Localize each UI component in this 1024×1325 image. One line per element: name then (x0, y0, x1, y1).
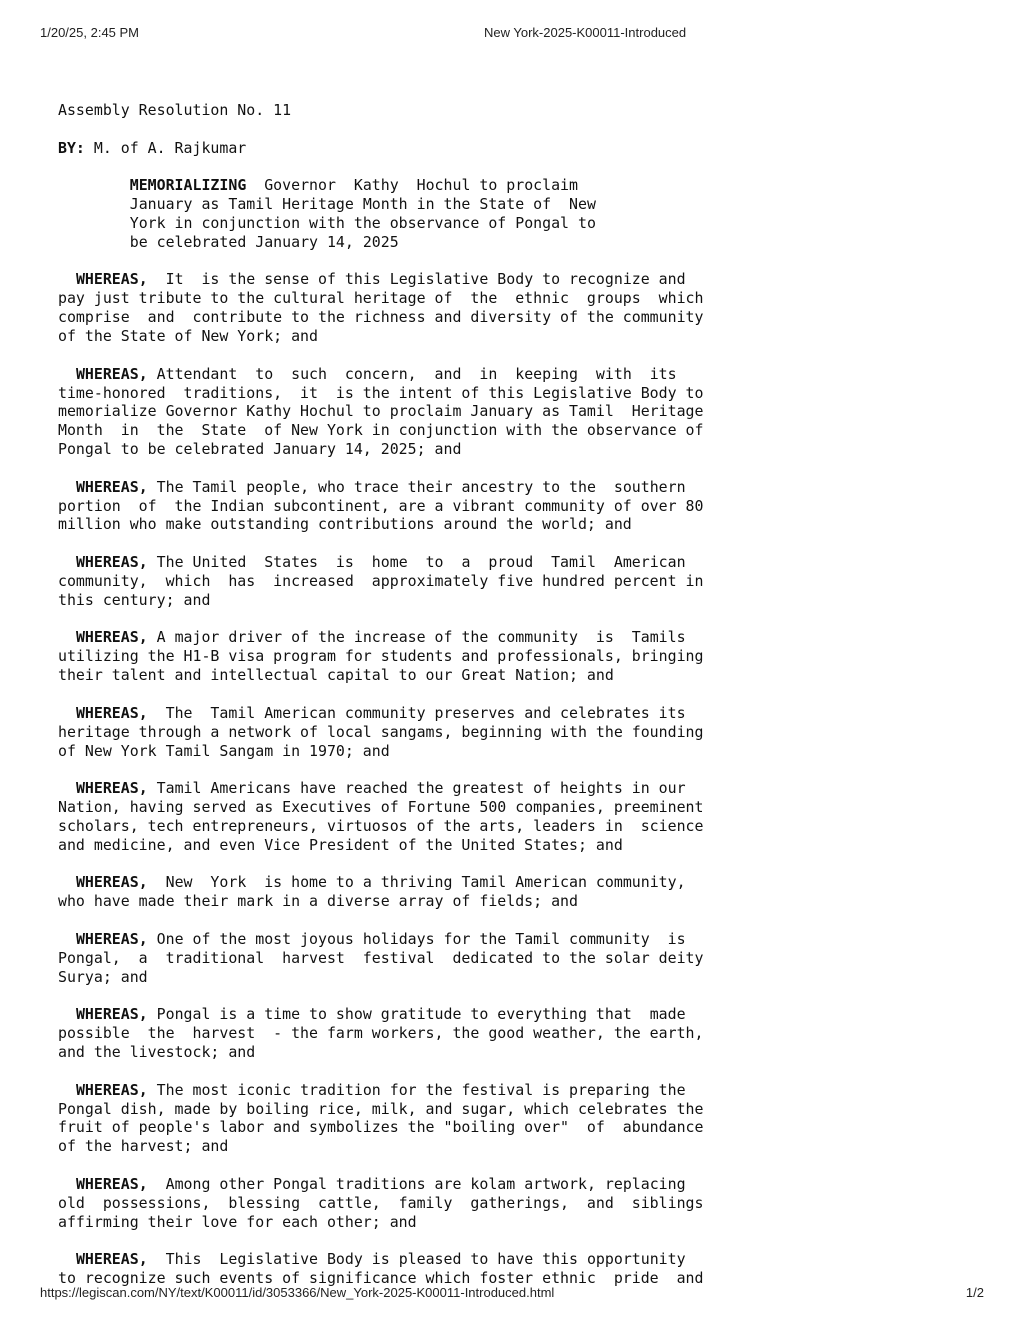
clause-text: and the livestock; and (58, 1043, 256, 1062)
clause-text: New York is home to a thriving Tamil American community, (147, 873, 686, 892)
whereas-label: WHEREAS, (75, 477, 148, 496)
whereas-clause-line (58, 1250, 758, 1269)
whereas-label: WHEREAS, (75, 779, 148, 798)
whereas-label: WHEREAS, (75, 1250, 148, 1269)
clause-text: One of the most joyous holidays for the Tamil community is (147, 929, 686, 948)
whereas-label: WHEREAS, (75, 270, 148, 289)
source-url: https://legiscan.com/NY/text/K00011/id/3053366/New_York-2025-K00011-Introduced.html (40, 1285, 555, 1300)
memorializing-text: January as Tamil Heritage Month in the State of New (129, 195, 596, 214)
clause-text: A major driver of the increase of the community is Tamils (147, 628, 686, 647)
whereas-label: WHEREAS, (75, 364, 148, 383)
memorializing-line (58, 195, 758, 214)
clause-text: Nation, having served as Executives of Fortune 500 companies, preeminent (58, 798, 704, 817)
resolution-text (58, 82, 758, 1288)
memorializing-line (58, 233, 758, 252)
whereas-clause-line (58, 1175, 758, 1194)
print-footer (0, 1285, 1024, 1303)
clause-text: pay just tribute to the cultural heritage of the ethnic groups which (58, 289, 704, 308)
print-header (0, 25, 1024, 43)
clause-text: comprise and contribute to the richness and diversity of the community (58, 308, 704, 327)
memorializing-text: York in conjunction with the observance of Pongal to (129, 213, 596, 232)
clause-text: to recognize such events of significance which foster ethnic pride and (58, 1269, 704, 1288)
sponsor-line (58, 139, 758, 158)
print-datetime: 1/20/25, 2:45 PM (40, 25, 140, 40)
whereas-clause-line (58, 478, 758, 497)
clause-text: and medicine, and even Vice President of the United States; and (58, 835, 623, 854)
clause-text: community, which has increased approximately five hundred percent in (58, 571, 704, 590)
whereas-clause-line (58, 1081, 758, 1100)
clause-text: The Tamil American community preserves and celebrates its (147, 703, 686, 722)
clause-text: memorialize Governor Kathy Hochul to proclaim January as Tamil Heritage (58, 402, 704, 421)
memorializing-line (58, 176, 758, 195)
clause-text: scholars, tech entrepreneurs, virtuosos of the arts, leaders in science (58, 816, 704, 835)
memorializing-text: be celebrated January 14, 2025 (129, 232, 399, 251)
whereas-label: WHEREAS, (75, 553, 148, 572)
clause-text: The most iconic tradition for the festival is preparing the (147, 1080, 686, 1099)
clause-text: heritage through a network of local sangams, beginning with the founding (58, 722, 704, 741)
whereas-label: WHEREAS, (75, 1005, 148, 1024)
whereas-clause-line (58, 553, 758, 572)
whereas-clause-line (58, 628, 758, 647)
clause-text: of the State of New York; and (58, 326, 318, 345)
whereas-clause-line (58, 704, 758, 723)
clause-text: portion of the Indian subcontinent, are a vibrant community of over 80 (58, 496, 704, 515)
whereas-clause-line (58, 365, 758, 384)
whereas-clause-line (58, 1005, 758, 1024)
whereas-clause-line (58, 873, 758, 892)
clause-text: This Legislative Body is pleased to have this opportunity (147, 1250, 686, 1269)
clause-text: The United States is home to a proud Tamil American (147, 553, 686, 572)
clause-text: Among other Pongal traditions are kolam artwork, replacing (147, 1174, 686, 1193)
sponsor-label: BY: (58, 138, 85, 157)
clause-text: Tamil Americans have reached the greatest of heights in our (147, 779, 686, 798)
resolution-number: Assembly Resolution No. 11 (58, 100, 292, 119)
memorializing-text: Governor Kathy Hochul to proclaim (246, 176, 578, 195)
whereas-label: WHEREAS, (75, 1174, 148, 1193)
whereas-label: WHEREAS, (75, 873, 148, 892)
whereas-label: WHEREAS, (75, 1080, 148, 1099)
clause-text: their talent and intellectual capital to our Great Nation; and (58, 666, 614, 685)
clause-text: of New York Tamil Sangam in 1970; and (58, 741, 390, 760)
clause-text: utilizing the H1-B visa program for students and professionals, bringing (58, 647, 704, 666)
clause-text: fruit of people's labor and symbolizes the "boiling over" of abundance (58, 1118, 704, 1137)
clause-text: Pongal dish, made by boiling rice, milk, and sugar, which celebrates the (58, 1099, 704, 1118)
page-number: 1/2 (965, 1285, 984, 1300)
clause-text: possible the harvest - the farm workers, the good weather, the earth, (58, 1024, 704, 1043)
clause-text: million who make outstanding contributions around the world; and (58, 515, 632, 534)
clause-text: Attendant to such concern, and in keeping with its (147, 364, 677, 383)
clause-text: Pongal is a time to show gratitude to everything that made (147, 1005, 686, 1024)
clause-text: affirming their love for each other; and (58, 1212, 417, 1231)
whereas-label: WHEREAS, (75, 628, 148, 647)
whereas-clause-line (58, 779, 758, 798)
whereas-label: WHEREAS, (75, 703, 148, 722)
clause-text: Pongal, a traditional harvest festival dedicated to the solar deity (58, 948, 704, 967)
clause-text: It is the sense of this Legislative Body to recognize and (147, 270, 686, 289)
clause-text: old possessions, blessing cattle, family gatherings, and siblings (58, 1193, 704, 1212)
sponsor-name: M. of A. Rajkumar (84, 138, 247, 157)
clause-text: who have made their mark in a diverse array of fields; and (58, 892, 578, 911)
clause-text: this century; and (58, 590, 211, 609)
memorializing-label: MEMORIALIZING (129, 176, 247, 195)
clause-text: Month in the State of New York in conjunction with the observance of (58, 421, 704, 440)
clause-text: The Tamil people, who trace their ancestry to the southern (147, 477, 686, 496)
whereas-clause-line (58, 930, 758, 949)
print-document-title: New York-2025-K00011-Introduced (484, 25, 687, 40)
clause-text: Pongal to be celebrated January 14, 2025; and (58, 440, 462, 459)
clause-text: of the harvest; and (58, 1137, 229, 1156)
memorializing-line (58, 214, 758, 233)
clause-text: Surya; and (58, 967, 148, 986)
clause-text: time-honored traditions, it is the intent of this Legislative Body to (58, 383, 704, 402)
whereas-label: WHEREAS, (75, 929, 148, 948)
whereas-clause-line (58, 270, 758, 289)
